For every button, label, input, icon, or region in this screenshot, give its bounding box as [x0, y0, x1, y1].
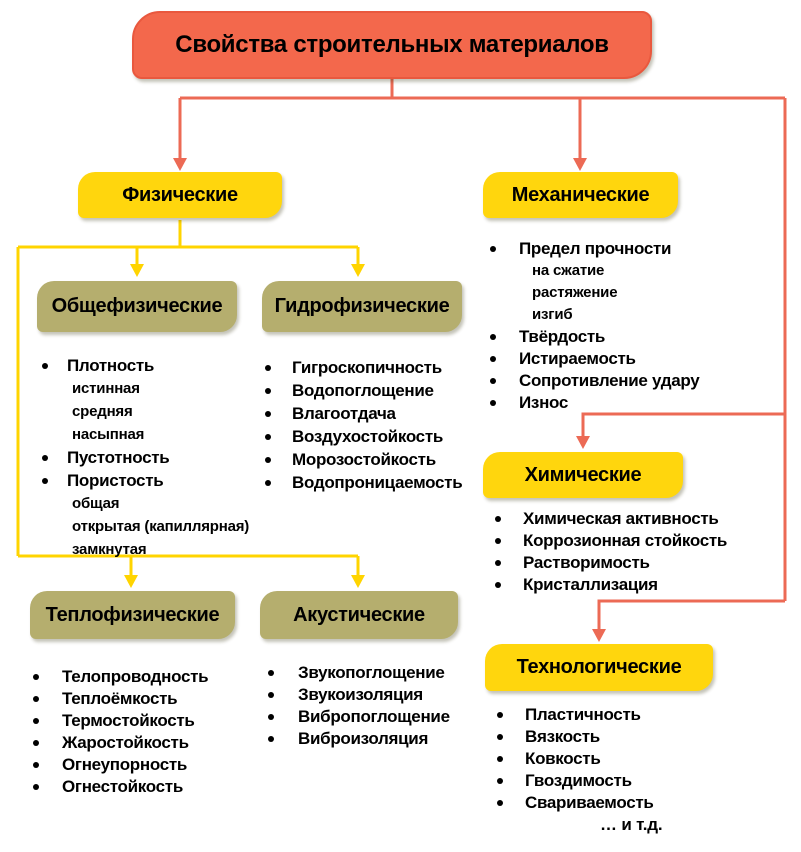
list-item-label: Морозостойкость — [292, 449, 436, 469]
list-item-label: Предел прочности — [519, 239, 672, 258]
node-thermophysical-label: Теплофизические — [45, 603, 220, 626]
list-item — [497, 748, 654, 770]
list-item-label: Свариваемость — [525, 793, 654, 812]
list-item — [33, 666, 208, 688]
list-subitem-label: изгиб — [532, 306, 573, 323]
bullet-icon — [268, 692, 274, 698]
list-item — [268, 728, 450, 750]
bullet-icon — [497, 734, 503, 740]
bullet-icon — [42, 478, 48, 484]
list-thermophysical — [33, 666, 208, 798]
list-subitem-label: на сжатие — [532, 262, 605, 279]
bullet-icon — [33, 740, 39, 746]
list-item — [495, 508, 727, 530]
bullet-icon — [497, 712, 503, 718]
list-item-label: Ковкость — [525, 749, 601, 768]
root-title-label: Свойства строительных материалов — [175, 31, 609, 58]
list-item-label: Телопроводность — [62, 667, 209, 686]
list-item — [497, 726, 654, 748]
list-item-label: Гигроскопичность — [292, 357, 442, 377]
list-item-label: Огнестойкость — [62, 777, 183, 796]
list-item — [265, 425, 462, 448]
node-mechanical-label: Механические — [511, 183, 650, 206]
bullet-icon — [490, 400, 496, 406]
node-technological-label: Технологические — [516, 656, 682, 678]
list-item-label: Вязкость — [525, 727, 600, 746]
list-subitem-label: насыпная — [72, 426, 145, 443]
list-item-label: Огнеупорность — [62, 755, 188, 774]
node-physical — [78, 172, 282, 218]
node-thermophysical — [30, 591, 235, 639]
bullet-icon — [33, 718, 39, 724]
bullet-icon — [497, 778, 503, 784]
list-item — [265, 402, 462, 425]
list-item-label: Коррозионная стойкость — [523, 531, 728, 550]
list-item — [33, 688, 208, 710]
bullet-icon — [268, 714, 274, 720]
list-item — [490, 392, 699, 414]
bullet-icon — [495, 582, 501, 588]
list-item-label: Пустотность — [67, 447, 170, 467]
node-acoustic-label: Акустические — [293, 603, 425, 626]
node-chemical — [483, 452, 683, 498]
list-item — [497, 770, 654, 792]
list-general-physical — [42, 354, 249, 561]
list-item — [497, 792, 654, 814]
list-item-label: Износ — [519, 393, 569, 412]
list-item — [490, 370, 699, 392]
bullet-icon — [265, 457, 271, 463]
bullet-icon — [42, 363, 48, 369]
bullet-icon — [42, 455, 48, 461]
list-item — [268, 706, 450, 728]
bullet-icon — [268, 670, 274, 676]
list-item — [33, 754, 208, 776]
list-technological — [497, 704, 654, 814]
node-root-title — [132, 11, 652, 79]
list-item-label: Истираемость — [519, 349, 636, 368]
bullet-icon — [495, 538, 501, 544]
list-item-label: Растворимость — [523, 553, 650, 572]
bullet-icon — [265, 365, 271, 371]
list-item — [33, 776, 208, 798]
bullet-icon — [33, 674, 39, 680]
list-item — [495, 552, 727, 574]
list-item-label: Вибропоглощение — [298, 707, 450, 726]
list-item — [490, 348, 699, 370]
list-acoustic — [268, 662, 450, 750]
list-item-label: Звукопоглощение — [298, 663, 445, 682]
list-item — [33, 710, 208, 732]
list-item-label: Жаростойкость — [62, 733, 189, 752]
list-item-label: Водопроницаемость — [292, 472, 463, 492]
list-item — [265, 379, 462, 402]
list-item-label: Плотность — [67, 355, 155, 375]
bullet-icon — [490, 356, 496, 362]
list-item-label: Виброизоляция — [298, 729, 429, 748]
list-item-label: Гвоздимость — [525, 771, 632, 790]
list-subitem-label: растяжение — [532, 284, 618, 301]
bullet-icon — [495, 516, 501, 522]
list-item — [268, 684, 450, 706]
node-hydrophysical-label: Гидрофизические — [274, 295, 450, 317]
bullet-icon — [497, 756, 503, 762]
list-item — [42, 354, 249, 377]
bullet-icon — [490, 378, 496, 384]
list-subitem-label: замкнутая — [72, 541, 147, 558]
list-item-label: Теплоёмкость — [62, 689, 178, 708]
list-item — [265, 356, 462, 379]
list-item-label: Воздухостойкость — [292, 426, 444, 446]
list-item — [490, 238, 699, 260]
list-item-label: Пластичность — [525, 705, 641, 724]
list-item — [265, 448, 462, 471]
list-subitem-label: общая — [72, 495, 120, 512]
list-item-label: Пористость — [67, 470, 164, 490]
list-item-label: Звукоизоляция — [298, 685, 423, 704]
node-physical-label: Физические — [122, 183, 238, 206]
node-technological — [485, 644, 713, 691]
bullet-icon — [497, 800, 503, 806]
node-hydrophysical — [262, 281, 462, 332]
list-hydrophysical — [265, 356, 462, 494]
list-item-label: Химическая активность — [523, 509, 719, 528]
list-item-label: Сопротивление удару — [519, 371, 700, 390]
bullet-icon — [33, 696, 39, 702]
bullet-icon — [33, 784, 39, 790]
bullet-icon — [265, 411, 271, 417]
bullet-icon — [268, 736, 274, 742]
list-subitem-label: истинная — [72, 380, 140, 397]
node-mechanical — [483, 172, 678, 218]
list-item — [42, 469, 249, 492]
list-item — [42, 446, 249, 469]
list-item — [265, 471, 462, 494]
list-subitem-label: открытая (капиллярная) — [72, 518, 250, 535]
bullet-icon — [490, 334, 496, 340]
bullet-icon — [490, 246, 496, 252]
node-general-physical-label: Общефизические — [51, 295, 223, 317]
list-item — [495, 574, 727, 596]
node-general-physical — [37, 281, 237, 332]
list-item-label: Термостойкость — [62, 711, 195, 730]
list-chemical — [495, 508, 727, 596]
list-item — [33, 732, 208, 754]
list-mechanical — [490, 238, 699, 414]
list-item-label: Водопоглощение — [292, 380, 434, 400]
list-subitem-label: средняя — [72, 403, 133, 420]
bullet-icon — [265, 434, 271, 440]
list-item — [268, 662, 450, 684]
bullet-icon — [33, 762, 39, 768]
list-item-label: Кристаллизация — [523, 575, 658, 594]
list-item-label: Твёрдость — [519, 327, 606, 346]
list-item — [497, 704, 654, 726]
bullet-icon — [265, 388, 271, 394]
node-chemical-label: Химические — [524, 463, 642, 486]
bullet-icon — [495, 560, 501, 566]
list-item — [495, 530, 727, 552]
node-acoustic — [260, 591, 458, 639]
list-item-label: Влагоотдача — [292, 403, 396, 423]
bullet-icon — [265, 480, 271, 486]
list-item — [490, 326, 699, 348]
etc-footnote: … и т.д. — [600, 815, 663, 834]
